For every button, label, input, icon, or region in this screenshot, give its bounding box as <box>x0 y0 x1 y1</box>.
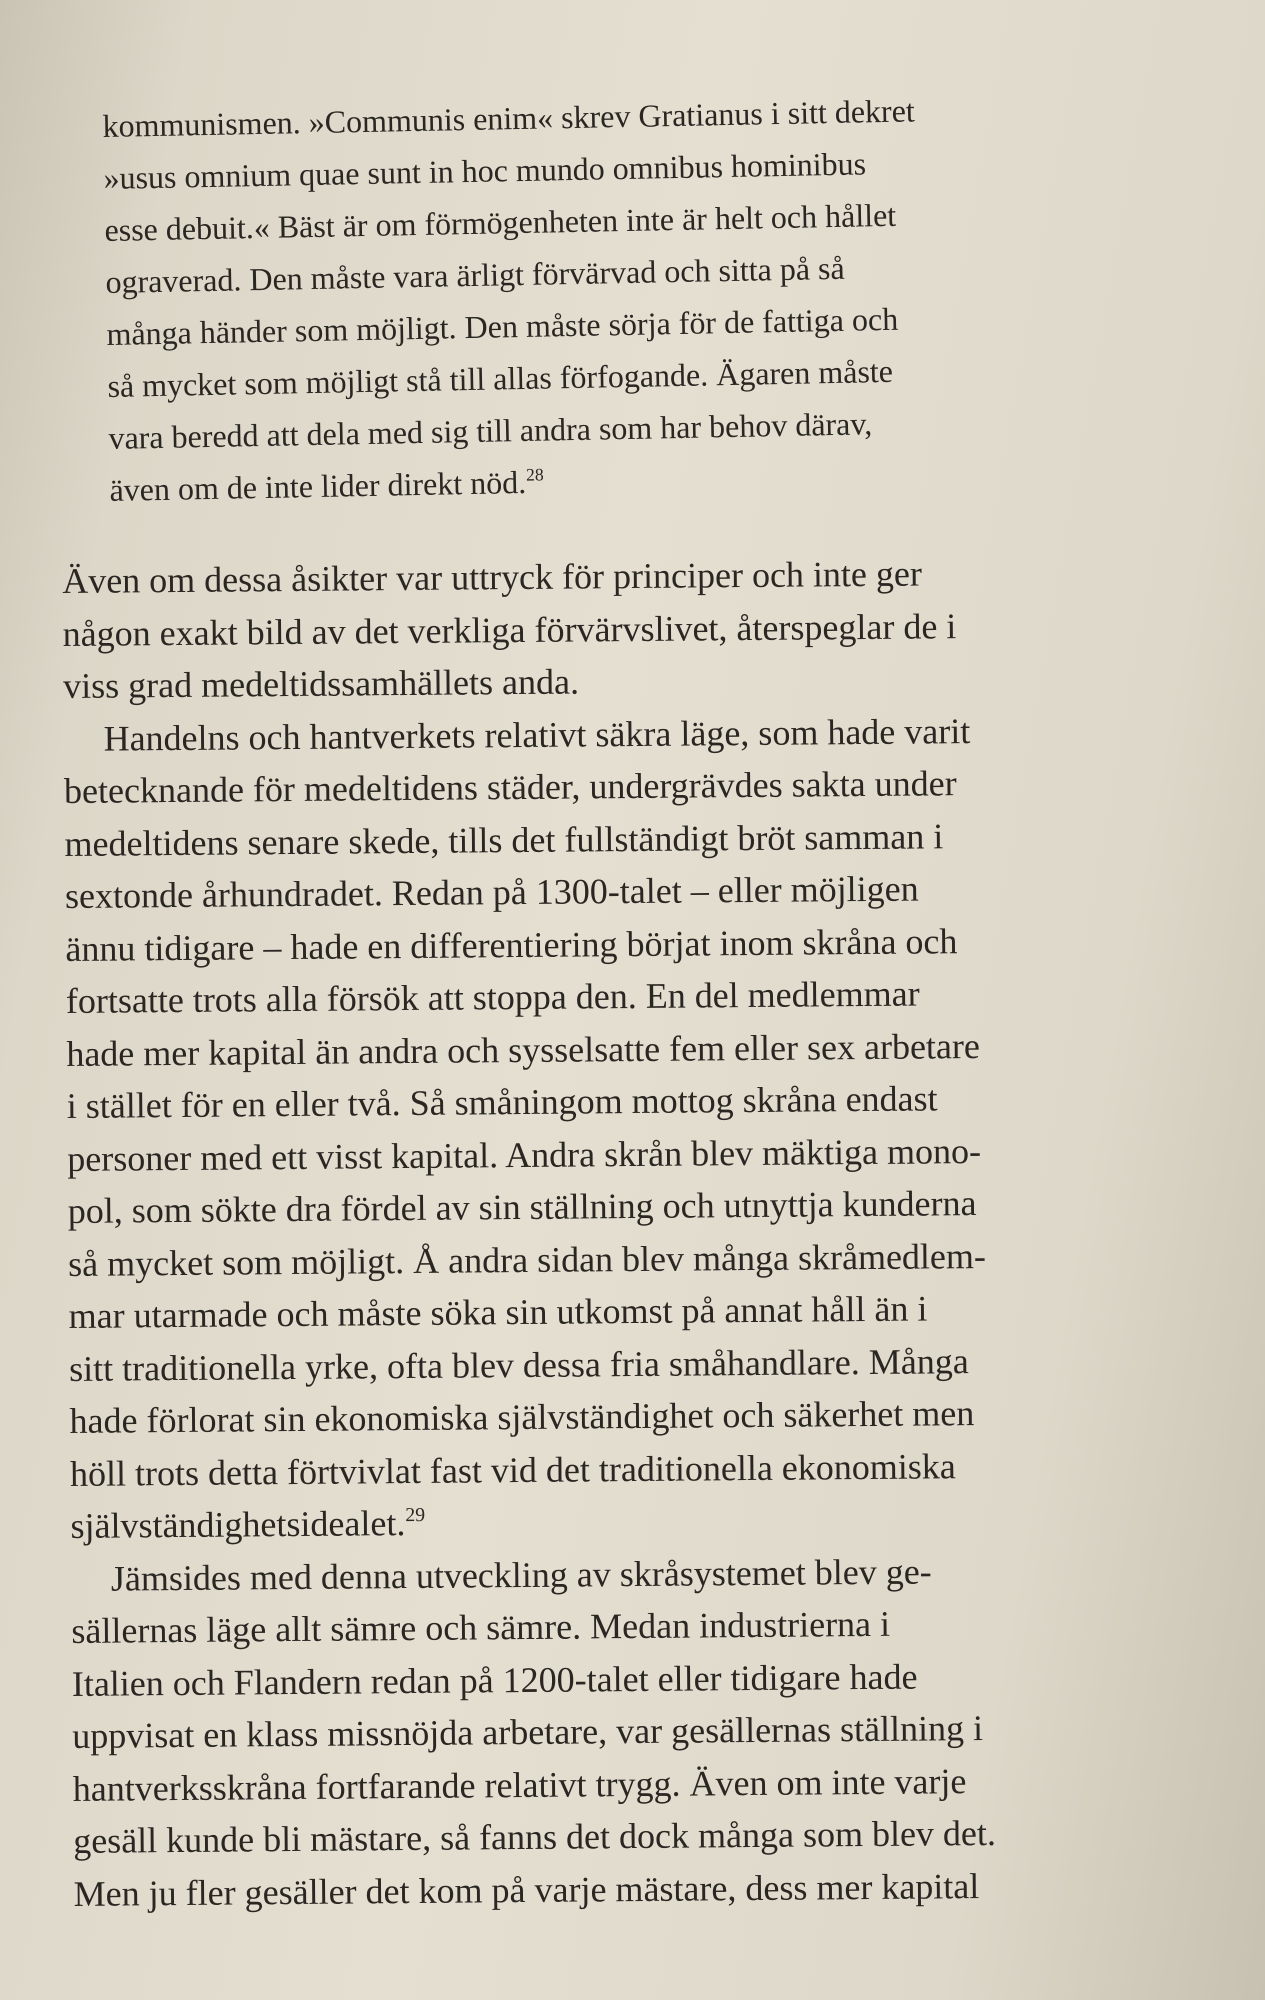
text-line: Handelns och hantverkets relativt säkra läge, som hade varit <box>103 710 971 759</box>
block-quote <box>102 82 1050 516</box>
quote-line: esse debuit.« Bäst är om förmögenheten inte är helt och hållet <box>104 196 897 248</box>
text-line: medeltidens senare skede, tills det fullständigt bröt samman i <box>64 815 944 864</box>
text-line: sällernas läge allt sämre och sämre. Medan industrierna i <box>71 1603 891 1651</box>
paragraph-2 <box>63 703 1130 1552</box>
text-line: i stället för en eller två. Så småningom mottog skråna endast <box>66 1078 938 1126</box>
text-line: mar utarmade och måste söka sin utkomst på annat håll än i <box>68 1288 928 1336</box>
text-line: sitt traditionella yrke, ofta blev dessa fria småhandlare. Många <box>68 1340 969 1389</box>
text-line: Men ju fler gesäller det kom på varje mästare, dess mer kapital <box>73 1865 980 1914</box>
text-line: pol, som sökte dra fördel av sin ställning och utnyttja kunderna <box>67 1183 977 1231</box>
text-line: betecknande för medeltidens städer, undergrävdes sakta under <box>63 763 957 811</box>
text-line: Även om dessa åsikter var uttryck för principer och inte ger <box>62 553 923 601</box>
quote-line: kommunismen. »Communis enim« skrev Gratianus i sitt dekret <box>102 92 916 144</box>
text-line: så mycket som möjligt. Å andra sidan blev många skråmedlem- <box>68 1235 987 1284</box>
text-line: fortsatte trots alla försök att stoppa den. En del medlemmar <box>65 973 920 1021</box>
paragraph-3 <box>71 1543 1134 1920</box>
text-line: hantverksskråna fortfarande relativt trygg. Även om inte varje <box>72 1760 967 1809</box>
footnote-marker: 28 <box>525 464 544 485</box>
text-line: Jämsides med denna utveckling av skråsystemet blev ge- <box>110 1550 932 1599</box>
text-line: Italien och Flandern redan på 1200-talet eller tidigare hade <box>71 1656 918 1704</box>
text-line: gesäll kunde bli mästare, så fanns det dock många som blev det. <box>73 1812 997 1861</box>
text-line: ännu tidigare – hade en differentiering börjat inom skråna och <box>65 920 958 969</box>
quote-line-text: även om de inte lider direkt nöd. <box>109 463 527 508</box>
footnote-marker: 29 <box>405 1504 426 1527</box>
text-line-last <box>70 1491 1130 1553</box>
text-line-content: självständighetsidealet. <box>70 1503 406 1546</box>
text-line: personer med ett visst kapital. Andra skrån blev mäktiga mono- <box>67 1130 982 1179</box>
text-line: höll trots detta förtvivlat fast vid det traditionella ekonomiska <box>69 1445 956 1494</box>
quote-line: många händer som möjligt. Den måste sörja för de fattiga och <box>106 300 899 352</box>
paragraph-1 <box>62 546 1123 713</box>
text-line: viss grad medeltidssamhällets anda. <box>62 661 580 706</box>
text-line: någon exakt bild av det verkliga förvärvslivet, återspeglar de i <box>62 605 957 654</box>
quote-line: »usus omnium quae sunt in hoc mundo omnibus hominibus <box>103 145 867 196</box>
quote-line: så mycket som möjligt stå till allas förfogande. Ägaren måste <box>107 352 894 404</box>
quote-line: vara beredd att dela med sig till andra som har behov därav, <box>108 405 873 456</box>
text-line: hade mer kapital än andra och sysselsatte fem eller sex arbetare <box>66 1025 981 1074</box>
text-line: sextonde århundradet. Redan på 1300-talet – eller möjligen <box>64 868 919 916</box>
text-line: uppvisat en klass missnöjda arbetare, var gesällernas ställning i <box>72 1708 984 1756</box>
text-line: hade förlorat sin ekonomiska självständighet och säkerhet men <box>69 1393 975 1441</box>
quote-line: ograverad. Den måste vara ärligt förvärvad och sitta på så <box>105 249 845 300</box>
body-text <box>62 546 1134 1920</box>
